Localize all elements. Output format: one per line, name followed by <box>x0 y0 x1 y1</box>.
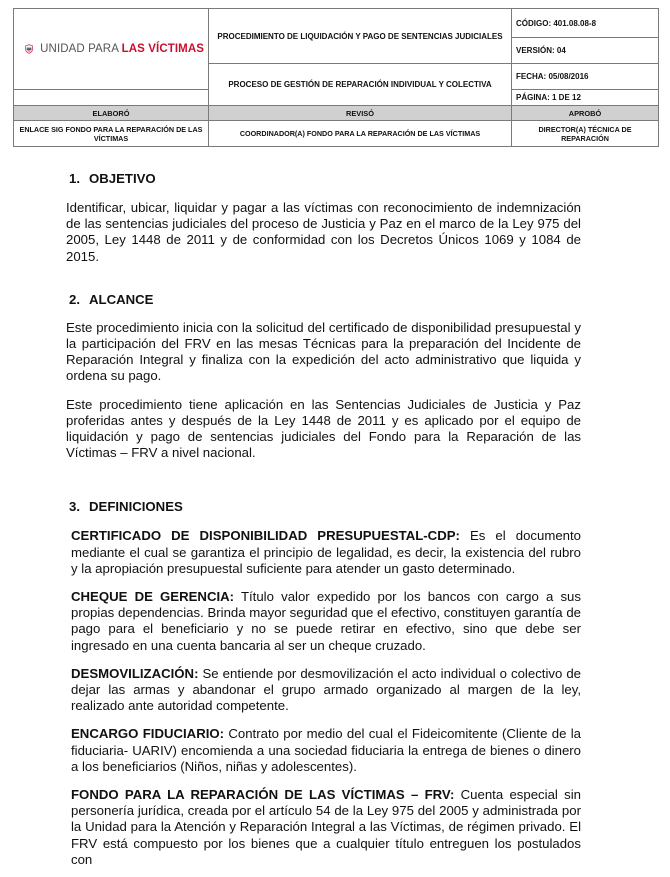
section-heading-alcance <box>66 292 581 307</box>
unidad-victimas-logo <box>24 36 204 62</box>
definition-text: Título valor expedido por los bancos con cargo a sus propias dependencias. Brinda mayor seguridad que el efectivo, constituyen garantía de pago para el beneficiario y no se puede retirar en efectivo, sino que debe ser ingresado en una cuenta bancaria al ser un cheque cruzado. <box>71 589 581 653</box>
definition-term: ENCARGO FIDUCIARIO: <box>71 726 225 742</box>
definition-item <box>66 726 581 775</box>
logo-text-part2: LAS VÍCTIMAS <box>121 43 204 55</box>
logo-text <box>40 43 204 55</box>
definition-term: FONDO PARA LA REPARACIÓN DE LAS VÍCTIMAS – FRV: <box>71 787 455 803</box>
alcance-paragraph-2: Este procedimiento tiene aplicación en las Sentencias Judiciales de Justicia y Paz proferidas antes y después de la Ley 1448 de 2011 y es aplicado por el equipo de liquidación y pago de sentencias judiciales del Fondo para la Reparación de las Víctimas – FRV a nivel nacional. <box>66 396 581 461</box>
objetivo-text: Identificar, ubicar, liquidar y pagar a las víctimas con reconocimiento de indemnización de las sentencias judiciales del proceso de Justicia y Paz en el marco de la Ley 975 del 2005, Ley 1448 de 2011 y de conformidad con los Decretos Únicos 1069 y 1084 de 2015. <box>66 200 581 264</box>
document-date: FECHA: 05/08/2016 <box>512 64 659 90</box>
alcance-paragraph-1: Este procedimiento inicia con la solicitud del certificado de disponibilidad presupuestal y la participación del FRV en las mesas Técnicas para la preparación del Incidente de Reparación Integral y finaliza con la expedición del acto administrativo que liquida y ordena su pago. <box>66 319 581 384</box>
definition-item <box>66 787 581 868</box>
section-title: ALCANCE <box>89 291 154 307</box>
logo-text-part1: UNIDAD PARA <box>40 43 122 55</box>
definition-text: Cuenta especial sin personería jurídica, creada por el artículo 54 de la Ley 975 del 2005 y administrada por la Unidad para la Atención y Reparación Integral a las Víctimas, de régimen privado. El FRV está compuesto por los bienes que a cualquier título entreguen los postulados con <box>71 787 581 867</box>
document-version: VERSIÓN: 04 <box>512 38 659 64</box>
document-page: PÁGINA: 1 DE 12 <box>512 90 659 106</box>
process-name: PROCESO DE GESTIÓN DE REPARACIÓN INDIVIDUAL Y COLECTIVA <box>209 64 512 106</box>
document-header-table <box>13 8 659 147</box>
document-body <box>66 171 581 868</box>
section-title: OBJETIVO <box>89 171 156 186</box>
section-number: 3. <box>69 499 80 515</box>
section-heading-definiciones <box>66 499 581 514</box>
section-number: 1. <box>69 171 80 186</box>
definition-text: Es el documento mediante el cual se garantiza el principio de legalidad, es decir, la existencia del rubro y la apropiación presupuestal suficiente para atender un gasto determinado. <box>71 528 581 576</box>
col-aprobo-header: APROBÓ <box>512 106 659 121</box>
aprobo-value: DIRECTOR(A) TÉCNICA DE REPARACIÓN <box>512 121 659 147</box>
coat-of-arms-icon <box>24 36 34 62</box>
logo-cell-bottom <box>14 90 209 106</box>
document-code: CÓDIGO: 401.08.08-8 <box>512 9 659 38</box>
definition-term: CERTIFICADO DE DISPONIBILIDAD PRESUPUESTAL-CDP: <box>71 528 460 544</box>
logo-cell <box>14 9 209 90</box>
section-title: DEFINICIONES <box>89 499 183 515</box>
definition-text: Contrato por medio del cual el Fideicomitente (Cliente de la fiduciaria- UARIV) encomienda a una sociedad fiduciaria la entrega de bienes o dinero a los beneficiarios (Niños, niñas y adolescentes). <box>71 726 581 774</box>
definition-text: Se entiende por desmovilización el acto individual o colectivo de dejar las armas y abandonar el grupo armado organizado al margen de la ley, realizado ante autoridad competente. <box>71 665 581 714</box>
elaboro-value: ENLACE SIG FONDO PARA LA REPARACIÓN DE LAS VÍCTIMAS <box>14 121 209 147</box>
col-reviso-header: REVISÓ <box>209 106 512 121</box>
definition-item <box>66 666 581 715</box>
definition-term: CHEQUE DE GERENCIA: <box>71 589 235 605</box>
document-title: PROCEDIMIENTO DE LIQUIDACIÓN Y PAGO DE SENTENCIAS JUDICIALES <box>209 9 512 64</box>
col-elaboro-header: ELABORÓ <box>14 106 209 121</box>
reviso-value: COORDINADOR(A) FONDO PARA LA REPARACIÓN DE LAS VÍCTIMAS <box>209 121 512 147</box>
definition-item <box>66 589 581 654</box>
definition-item <box>66 528 581 577</box>
definition-term: DESMOVILIZACIÓN: <box>71 665 199 681</box>
section-heading-objetivo <box>66 171 581 186</box>
section-number: 2. <box>69 291 80 307</box>
